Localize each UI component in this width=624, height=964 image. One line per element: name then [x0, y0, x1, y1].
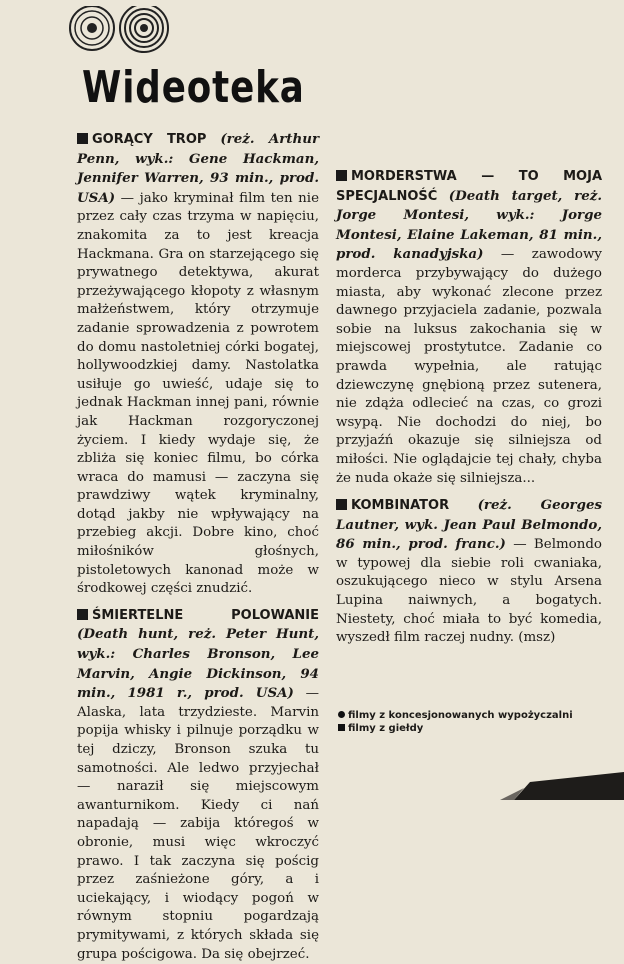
corner-graphic [500, 772, 624, 800]
review-goracy-trop [77, 130, 319, 599]
review-text: — Alaska, lata trzydzieste. Marvin popija whisky i pilnuje porządku w tej dziczy, Bronson szuka tu samotności. Ale ledwo przyjechał — naraził się miejscowym awanturnikom. Kiedy ci nań napadają — zabija któregoś w obronie, musi więc wkroczyć prawo. I tak zaczyna się pościg przez zaśnieżone góry, a i uciekający, i wiodący pogoń w równym stopniu pogardzają prymitywami, z których składa się grupa pościgowa. Da się obejrzeć. [77, 686, 319, 962]
black-square-icon [336, 170, 347, 181]
square-icon [338, 724, 345, 731]
review-credits: (reż. Georges Lautner, wyk. Jean Paul Belmondo, 86 min., prod. franc.) [336, 497, 602, 553]
section-title: Wideoteka [82, 62, 305, 113]
review-title: ŚMIERTELNE POLOWANIE [92, 607, 319, 623]
dot-icon [338, 711, 345, 718]
black-square-icon [336, 499, 347, 510]
legend-concession [338, 709, 608, 722]
review-title: MORDERSTWA — TO MOJA SPECJALNOŚĆ [336, 169, 602, 204]
review-credits: (Death target, reż. Jorge Montesi, wyk.: Jorge Montesi, Elaine Lakeman, 81 min., prod. kanadyjska) [336, 187, 602, 263]
review-title: KOMBINATOR [351, 498, 450, 514]
review-credits: (reż. Arthur Penn, wyk.: Gene Hackman, Jennifer Warren, 93 min., prod. USA) [77, 131, 320, 206]
review-smiertelne-polowanie [77, 607, 319, 964]
review-text: — Belmondo w typowej dla siebie roli cwaniaka, oszukującego nieco w stylu Arsena Lupina naiwnych, a bogatych. Niestety, choć miała to być komedia, wyszedł film raczej nudny. (msz) [336, 537, 602, 646]
black-square-icon [77, 133, 88, 144]
review-text: — jako kryminał film ten nie przez cały czas trzyma w napięciu, znakomita za to jest kreacja Hackmana. Gra on starzejącego się prywatnego detektywa, akurat przeżywającego kłopoty z własnym małżeństwem, który otrzymuje zadanie sprowadzenia z powrotem do domu nastoletniej córki bogatej, hollywoodzkiej damy. Nastolatka usiłuje go uwieść, udaje się to jednak Hackman innej pani, równie jak Hackman rozgoryczonej życiem. I kiedy wydaje się, że zbliża się koniec filmu, bo córka wraca do mamusi — zaczyna się prawdziwy wątek kryminalny, dotąd jakby nie wpływający na przebieg akcji. Dobre kino, choć miłośników głośnych, pistoletowych kanonad może w środkowej części znudzić. [77, 190, 319, 597]
review-text: — zawodowy morderca przybywający do dużego miasta, aby wykonać zlecone przez dawnego przyjaciela zadanie, pozwala sobie na luksus zakochania się w miejscowej prostytutce. Zadanie co prawda wypełnia, ale ratując dziewczynę gnębioną przez sutenera, nie zdąża odlecieć na czas, co grozi wsypą. Nie dochodzi do niej, bo przyjaźń okazuje się silniejsza od miłości. Nie oglądajcie tej chały, chyba że nuda okaże się silniejsza... [336, 247, 602, 486]
legend [338, 709, 608, 735]
review-morderstwa [336, 168, 602, 488]
left-column [77, 130, 319, 964]
right-column [336, 28, 602, 648]
legend-concession-label: filmy z koncesjonowanych wypożyczalni [348, 710, 573, 721]
film-reels-icon [62, 6, 182, 62]
review-kombinator [336, 496, 602, 648]
black-square-icon [77, 609, 88, 620]
review-title: GORĄCY TROP [92, 132, 207, 147]
legend-market [338, 722, 608, 735]
legend-market-label: filmy z giełdy [348, 723, 424, 734]
review-credits: (Death hunt, reż. Peter Hunt, wyk.: Charles Bronson, Lee Marvin, Angie Dickinson, 94 min., 1981 r., prod. USA) [77, 626, 319, 702]
